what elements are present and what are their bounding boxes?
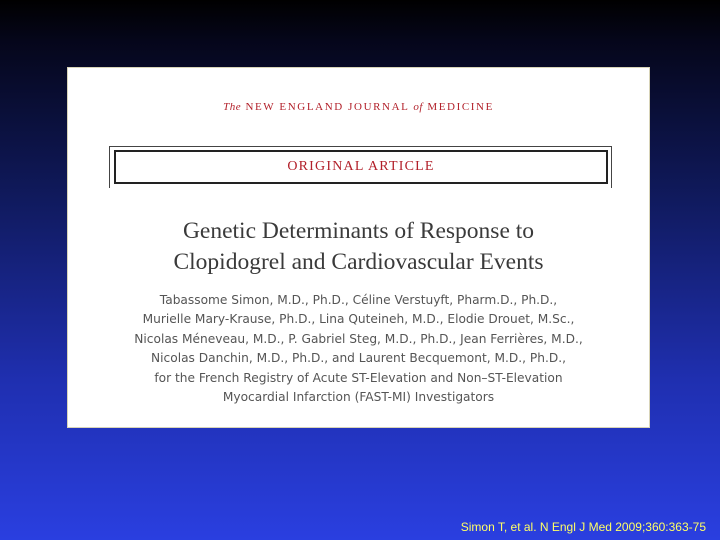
journal-name-last: MEDICINE (427, 101, 494, 113)
journal-name-main: NEW ENGLAND JOURNAL (245, 101, 410, 113)
article-title (68, 216, 649, 278)
journal-article-image (67, 67, 650, 428)
author-line: for the French Registry of Acute ST-Elevation and Non–ST-Elevation (154, 370, 563, 385)
author-line: Murielle Mary-Krause, Ph.D., Lina Quteineh, M.D., Elodie Drouet, M.Sc., (142, 312, 575, 327)
author-line: Myocardial Infarction (FAST-MI) Investigators (222, 390, 495, 405)
journal-prefix: The (223, 101, 242, 113)
article-title-line: Clopidogrel and Cardiovascular Events (173, 249, 544, 275)
journal-name-of: of (413, 101, 423, 113)
author-line: Nicolas Danchin, M.D., Ph.D., and Laurent Becquemont, M.D., Ph.D., (151, 351, 566, 366)
author-line: Tabassome Simon, M.D., Ph.D., Céline Verstuyft, Pharm.D., Ph.D., (159, 293, 558, 307)
article-type-label: ORIGINAL ARTICLE (287, 159, 435, 174)
article-type-box (114, 150, 608, 184)
author-list (68, 291, 649, 407)
citation-footnote: Simon T, et al. N Engl J Med 2009;360:363-75 (460, 520, 706, 534)
author-line: Nicolas Méneveau, M.D., P. Gabriel Steg, M.D., Ph.D., Jean Ferrières, M.D., (134, 331, 583, 346)
journal-masthead (68, 101, 649, 113)
article-title-line: Genetic Determinants of Response to (182, 218, 535, 244)
